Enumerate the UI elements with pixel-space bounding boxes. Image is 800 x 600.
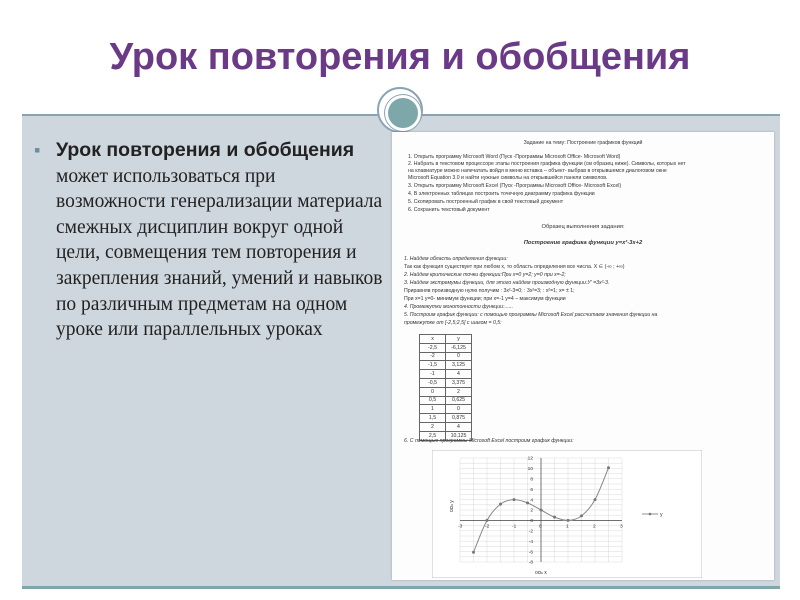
table-header-cell: x — [420, 335, 446, 344]
table-cell: -1,5 — [420, 361, 446, 370]
table-header-cell: y — [446, 335, 472, 344]
doc-step: на клавиатуре можно напечатать войдя в меню вставка – объект- выбрав в открывшемся диалоговом окне — [408, 168, 667, 174]
y-tick-label: -2 — [528, 529, 533, 535]
doc-heading: Задание на тему: Построение графиков функций — [523, 140, 643, 146]
table-cell: 0,875 — [446, 414, 472, 423]
data-point — [513, 498, 516, 501]
document-image — [392, 132, 774, 580]
table-cell: 0 — [420, 387, 446, 396]
data-point — [472, 551, 475, 554]
doc-step: Microsoft Equation 3.0 и найти нужные символы на открывшейся панели символов. — [408, 175, 608, 181]
body-text — [34, 138, 384, 343]
table-row — [420, 361, 472, 370]
band-bottom-rule — [22, 586, 780, 589]
table-cell: -2 — [420, 352, 446, 361]
body-rest: может использоваться при возможности генерализации материала смежных дисциплин вокруг одной цели, совмещения тем повторения и закрепления знаний, умений и навыков по различным предметам на одном уроке или параллельных уроках — [56, 165, 383, 341]
table-cell: 0 — [446, 352, 472, 361]
chart-xlabel: ось x — [535, 570, 547, 576]
values-table — [419, 334, 472, 441]
y-tick-label: 8 — [530, 477, 533, 483]
doc-step: 4. В электронных таблицах построить точечную диаграмму графика функции — [408, 191, 595, 197]
data-point — [607, 466, 610, 469]
chart-ylabel: ось y — [449, 500, 455, 512]
doc-step: 6. Сохранить текстовый документ — [408, 207, 490, 213]
data-point — [594, 498, 597, 501]
bullet-icon: ▪ — [34, 140, 41, 160]
function-chart — [432, 450, 702, 578]
data-point — [526, 501, 529, 504]
doc-sample-title: Образец выполнения задания: — [541, 224, 625, 230]
table-cell: 2 — [446, 387, 472, 396]
table-cell: -1 — [420, 370, 446, 379]
doc-analysis: 3. Найдем экстремумы функции, для этого найдем производную функции:У' =3x²-3. — [404, 280, 610, 286]
doc-analysis: 1. Найдем область определения функции: — [404, 256, 508, 262]
data-point — [580, 514, 583, 517]
table-cell: 1,5 — [420, 414, 446, 423]
legend-marker — [649, 513, 652, 516]
table-row — [420, 414, 472, 423]
table-cell: 4 — [446, 370, 472, 379]
doc-analysis: Так как функция существует при любом x, то область определения все числа. X ∈ (-∞ ; +∞) — [404, 264, 625, 270]
y-tick-label: -6 — [528, 550, 533, 556]
y-tick-label: 6 — [530, 487, 533, 493]
doc-step: 5. Скопировать построенный график в свой текстовый документ — [408, 199, 564, 205]
data-point — [540, 509, 543, 512]
y-tick-label: 10 — [527, 467, 533, 473]
table-cell: 10,125 — [446, 431, 472, 440]
table-row — [420, 352, 472, 361]
x-tick-label: 2 — [593, 524, 596, 530]
table-cell: 4 — [446, 422, 472, 431]
doc-step: 1. Открыть программу Microsoft Word (Пуск -Программы Microsoft Office- Microsoft Word) — [408, 154, 621, 160]
doc-step: 2. Набрать в текстовом процессоре этапы построения графика функции (см образец ниже). Символы, которых нет — [408, 161, 686, 167]
doc-analysis: промежутке от [-2,5;2,5] с шагом = 0,5: — [404, 320, 502, 326]
x-tick-label: 0 — [539, 524, 542, 530]
doc-analysis: 4. Промежутки монотонности функции:...... — [404, 304, 514, 310]
table-row — [420, 405, 472, 414]
circle-ornament-icon — [377, 87, 423, 133]
x-tick-label: -2 — [485, 524, 490, 530]
table-cell: 0,5 — [420, 396, 446, 405]
doc-sample-function: Построение графика функции y=x³-3x+2 — [523, 240, 643, 246]
table-cell: -6,125 — [446, 343, 472, 352]
table-cell: 2,5 — [420, 431, 446, 440]
table-row — [420, 422, 472, 431]
table-cell: 1 — [420, 405, 446, 414]
body-paragraph — [34, 138, 384, 343]
x-tick-label: -1 — [512, 524, 517, 530]
slide-title: Урок повторения и обобщения — [109, 36, 691, 78]
doc-analysis: При x=1 y=0- минимум функции; при x=-1 y=4 – максимум функции — [404, 296, 566, 302]
data-point — [499, 503, 502, 506]
table-row — [420, 378, 472, 387]
table-row — [420, 343, 472, 352]
data-point — [486, 519, 489, 522]
table-row — [420, 396, 472, 405]
doc-analysis: Приравняв производную нулю получим : 3x²-3=0; : 3x²=3; : x²=1; x= ± 1; — [404, 288, 575, 294]
table-cell: 3,125 — [446, 361, 472, 370]
y-tick-label: 12 — [527, 456, 533, 462]
table-cell: 0,625 — [446, 396, 472, 405]
table-header-row — [420, 335, 472, 344]
legend-label: y — [660, 512, 663, 518]
y-tick-label: 4 — [530, 498, 533, 504]
x-tick-label: 3 — [620, 524, 623, 530]
doc-step: 3. Открыть программу Microsoft Excel (Пуск -Программы Microsoft Office- Microsoft Excel) — [408, 183, 622, 189]
x-tick-label: -3 — [458, 524, 463, 530]
table-cell: 2 — [420, 422, 446, 431]
data-point — [553, 516, 556, 519]
table-cell: -2,5 — [420, 343, 446, 352]
data-point — [567, 519, 570, 522]
table-row — [420, 370, 472, 379]
doc-analysis: 5. Построим график функции: с помощью программы Microsoft Excel рассчитаем значения функции на — [404, 312, 658, 318]
y-tick-label: -4 — [528, 539, 533, 545]
doc-step6: 6. С помощью программы Microsoft Excel построим график функции: — [404, 438, 574, 444]
y-tick-label: 2 — [530, 508, 533, 514]
body-lead: Урок повторения и обобщения — [56, 139, 355, 161]
x-tick-label: 1 — [566, 524, 569, 530]
table-cell: -0,5 — [420, 378, 446, 387]
table-cell: 0 — [446, 405, 472, 414]
doc-analysis: 2. Найдем критические точки функции:При x=0 y=2; y=0 при x=-2; — [404, 272, 566, 278]
table-cell: 3,375 — [446, 378, 472, 387]
y-tick-label: -8 — [528, 560, 533, 566]
y-tick-label: 0 — [530, 519, 533, 525]
table-row — [420, 387, 472, 396]
